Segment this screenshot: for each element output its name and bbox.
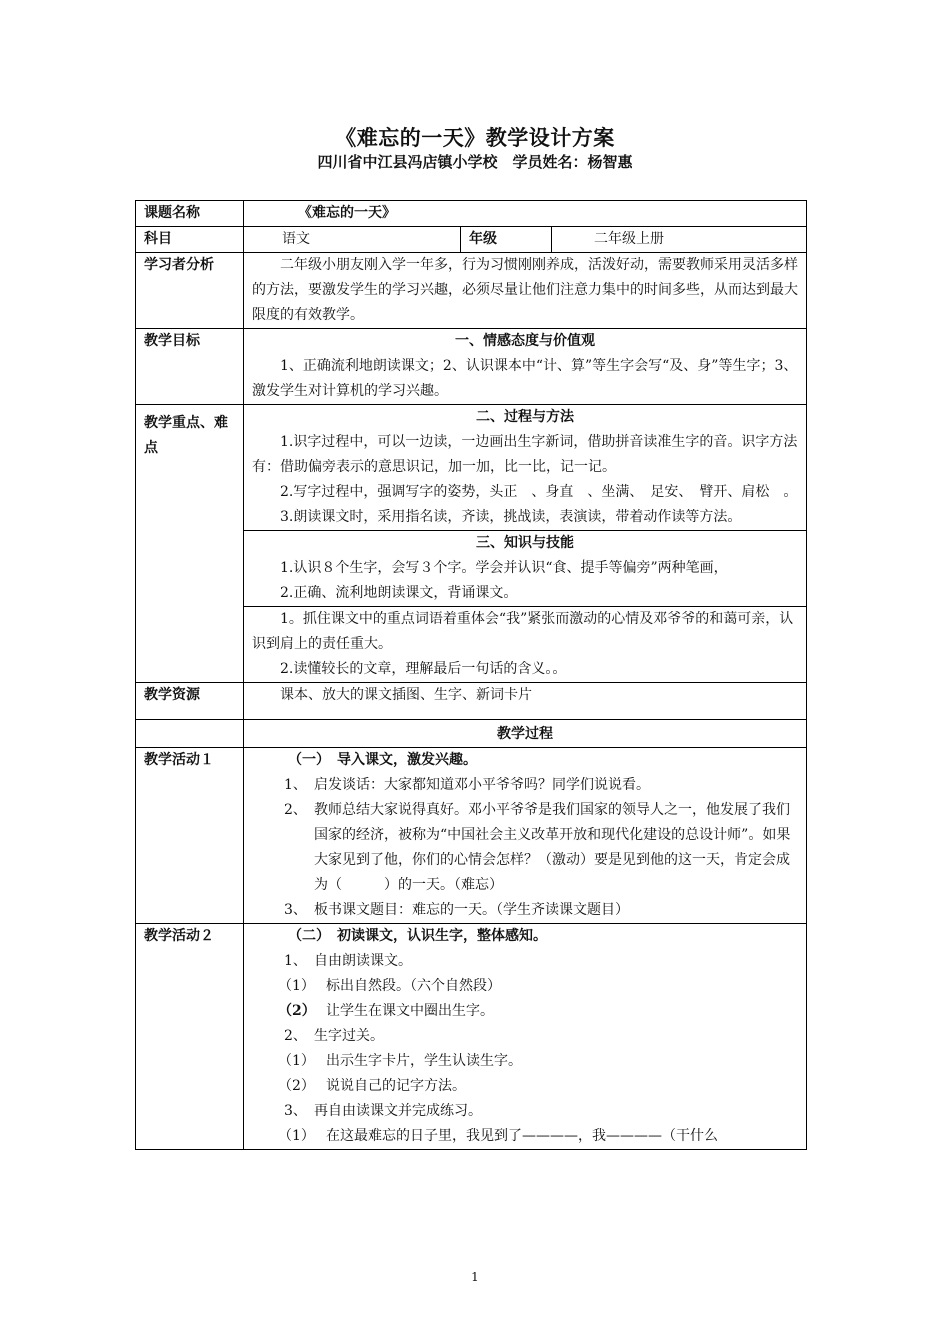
label-activity-1: 教学活动１ <box>136 748 244 924</box>
row-key-points <box>136 405 807 531</box>
heading-activity-1: （一） 导入课文，激发兴趣。 <box>288 752 477 768</box>
text-attitude-values: 1、正确流利地朗读课文；2、认识课本中“计、算”等生字会写“及、身”等生字；3、激发学生对计算机的学习兴趣。 <box>252 358 798 399</box>
list-item: （1） 标出自然段。（六个自然段） <box>278 978 501 994</box>
row-teaching-goals <box>136 329 807 405</box>
row-learner-analysis <box>136 253 807 329</box>
row-activity-1 <box>136 748 807 924</box>
list-item: 3、 板书课文题目：难忘的一天。（学生齐读课文题目） <box>284 902 629 918</box>
text-knowledge-2: 2.正确、流利地朗读课文，背诵课文。 <box>280 585 518 601</box>
row-course-name <box>136 201 807 227</box>
heading-activity-2: （二） 初读课文，认识生字，整体感知。 <box>288 928 547 944</box>
text-resources: 课本、放大的课文插图、生字、新词卡片 <box>280 687 532 703</box>
value-course-name: 《难忘的一天》 <box>244 201 807 227</box>
label-course-name: 课题名称 <box>136 201 244 227</box>
list-item: 2、 教师总结大家说得真好。邓小平爷爷是我们国家的领导人之一，他发展了我们国家的经济，被称为“中国社会主义改革开放和现代化建设的总设计师”。如果大家见到了他，你们的心情会怎样？（激动）要是见到他的这一天，肯定会成为（ ）的一天。（难忘） <box>284 802 791 893</box>
label-activity-2: 教学活动２ <box>136 924 244 1150</box>
text-difficulty-1: 1。抓住课文中的重点词语着重体会“我”紧张而激动的心情及邓爷爷的和蔼可亲，认识到肩上的责任重大。 <box>252 611 794 652</box>
list-item: （1） 出示生字卡片，学生认读生字。 <box>278 1053 522 1069</box>
heading-teaching-process: 教学过程 <box>244 720 807 748</box>
value-subject: 语文 <box>244 227 461 253</box>
heading-process-methods: 二、过程与方法 <box>476 409 575 425</box>
list-item: （2） 说说自己的记字方法。 <box>278 1078 466 1094</box>
label-resources: 教学资源 <box>136 683 244 720</box>
heading-knowledge-skills: 三、知识与技能 <box>476 535 575 551</box>
text-knowledge-1: 1.认识８个生字，会写３个字。学会并认识“食、提手等偏旁”两种笔画， <box>280 560 728 576</box>
heading-attitude-values: 一、情感态度与价值观 <box>455 333 596 349</box>
value-grade: 二年级上册 <box>552 227 807 253</box>
list-item: 1、 启发谈话：大家都知道邓小平爷爷吗？同学们说说看。 <box>284 777 650 793</box>
text-learner-analysis: 二年级小朋友刚入学一年多，行为习惯刚刚养成，活泼好动，需要教师采用灵活多样的方法，要激发学生的学习兴趣，必须尽量让他们注意力集中的时间多些，从而达到最大限度的有效教学。 <box>252 257 798 323</box>
list-item: 3、 再自由读课文并完成练习。 <box>284 1103 482 1119</box>
label-teaching-goals: 教学目标 <box>136 329 244 405</box>
label-subject: 科目 <box>136 227 244 253</box>
label-key-points: 教学重点、难点 <box>136 405 244 683</box>
list-item: 2、 生字过关。 <box>284 1028 384 1044</box>
row-process-heading <box>136 720 807 748</box>
row-activity-2 <box>136 924 807 1150</box>
text-process-1: 1.识字过程中，可以一边读，一边画出生字新词，借助拼音读准生字的音。识字方法有：借助偏旁表示的意思识记，加一加，比一比，记一记。 <box>252 434 798 475</box>
document-subtitle: 四川省中江县冯店镇小学校 学员姓名：杨智惠 <box>317 153 633 171</box>
text-difficulty-2: 2.读懂较长的文章，理解最后一句话的含义。。 <box>280 661 567 677</box>
lesson-plan-table <box>135 200 807 1150</box>
empty-cell <box>136 720 244 748</box>
list-item: 1、 自由朗读课文。 <box>284 953 412 969</box>
text-process-3: 3.朗读课文时，采用指名读，齐读，挑战读，表演读，带着动作读等方法。 <box>280 509 742 525</box>
page-number: 1 <box>471 1270 479 1284</box>
list-item: （2） 让学生在课文中圈出生字。 <box>278 1003 494 1019</box>
label-learner-analysis: 学习者分析 <box>136 253 244 329</box>
list-item: （1） 在这最难忘的日子里，我见到了————，我————（干什么 <box>278 1128 718 1144</box>
label-grade: 年级 <box>461 227 552 253</box>
text-process-2: 2.写字过程中，强调写字的姿势，头正 、身直 、坐满、 足安、 臂开、肩松 。 <box>280 484 798 500</box>
row-subject <box>136 227 807 253</box>
document-title: 《难忘的一天》教学设计方案 <box>335 125 615 150</box>
row-resources <box>136 683 807 720</box>
